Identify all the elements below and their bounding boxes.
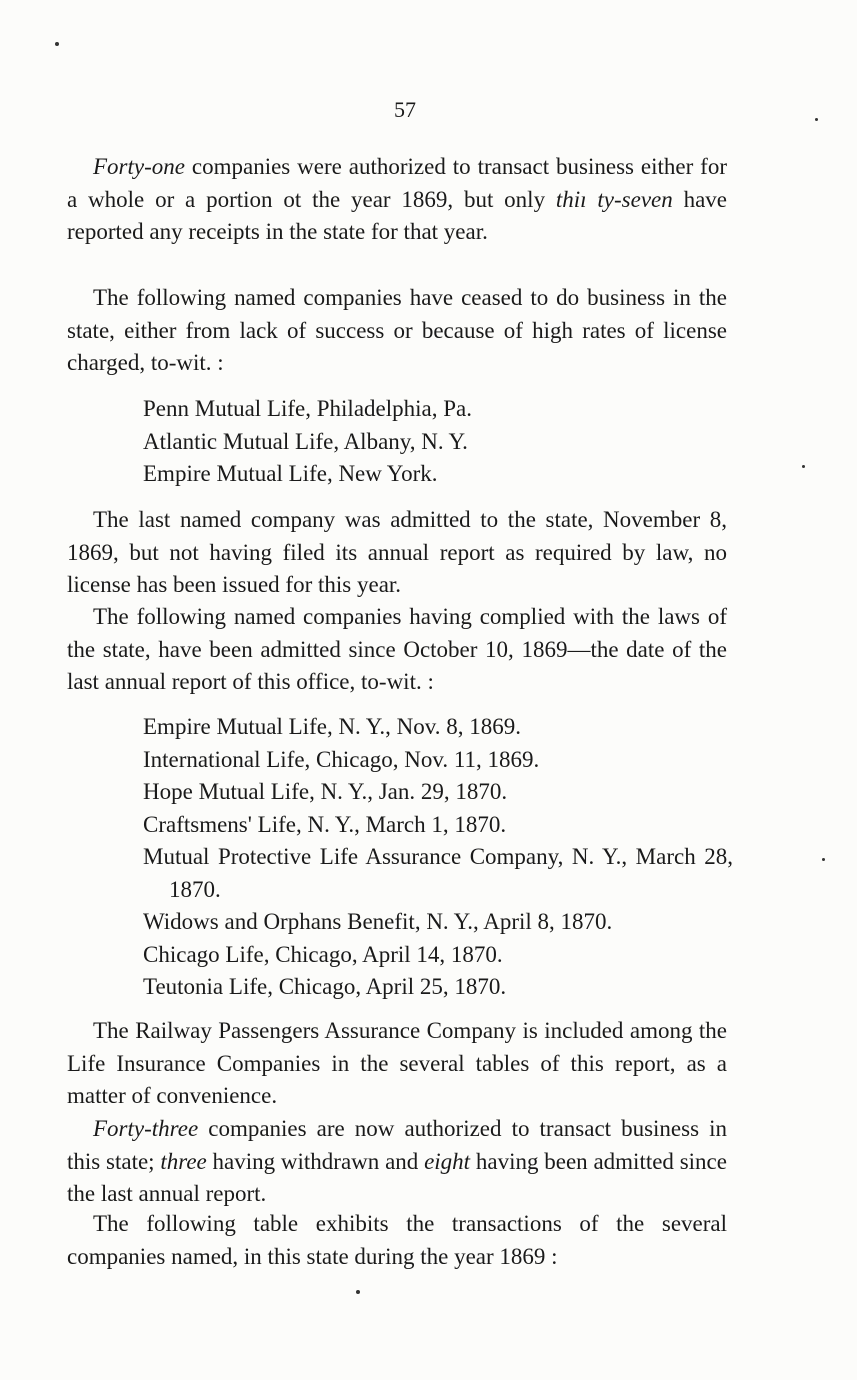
paragraph-last-named: The last named company was admitted to the state, November 8, 1869, but not having filed its annual report as required by law, no license has been issued for this year. <box>67 507 727 597</box>
paragraph-table-intro: The following table exhibits the transactions of the several companies named, in this state during the year 1869 : <box>67 1211 727 1269</box>
list-item: Teutonia Life, Chicago, April 25, 1870. <box>143 974 507 999</box>
list-item: Widows and Orphans Benefit, N. Y., April 8, 1870. <box>143 909 613 934</box>
paragraph-authorized: Forty-one companies were authorized to transact business either for a whole or a portion ot the year 1869, but only thiı ty-seven have reported any receipts in the state for that year. <box>67 154 727 244</box>
emphasis: Forty-three <box>93 1116 199 1141</box>
list-item: Empire Mutual Life, New York. <box>143 461 438 486</box>
speck <box>802 465 805 468</box>
paragraph-ceased: The following named companies have ceased to do business in the state, either from lack of success or because of high rates of license charged, to-wit. : <box>67 285 727 375</box>
paragraph-forty-three: Forty-three companies are now authorized to transact business in this state; three having withdrawn and eight having been admitted since the last annual report. <box>67 1116 727 1206</box>
list-item: Atlantic Mutual Life, Albany, N. Y. <box>143 428 468 454</box>
speck <box>822 858 825 861</box>
page-number: 57 <box>394 97 416 122</box>
emphasis: Forty-one <box>93 154 185 179</box>
speck <box>55 42 59 46</box>
paragraph-admitted: The following named companies having complied with the laws of the state, have been admitted since October 10, 1869—the date of the last annual report of this office, to-wit. : <box>67 604 727 694</box>
paragraph-railway: The Railway Passengers Assurance Company is included among the Life Insurance Companies in the several tables of this report, as a matter of convenience. <box>67 1018 727 1108</box>
emphasis: thiı ty-seven <box>555 186 673 212</box>
admitted-companies-list <box>143 711 733 1004</box>
speck <box>356 1290 360 1294</box>
emphasis: eight <box>424 1148 471 1174</box>
list-item: Craftsmens' Life, N. Y., March 1, 1870. <box>143 811 507 837</box>
list-item: Penn Mutual Life, Philadelphia, Pa. <box>143 396 472 421</box>
ceased-companies-list <box>143 393 733 491</box>
list-item: International Life, Chicago, Nov. 11, 1869. <box>143 746 540 772</box>
list-item: Chicago Life, Chicago, April 14, 1870. <box>143 941 503 967</box>
list-item: Mutual Protective Life Assurance Company, N. Y., March 28, 1870. <box>143 844 733 902</box>
list-item: Empire Mutual Life, N. Y., Nov. 8, 1869. <box>143 714 521 739</box>
list-item: Hope Mutual Life, N. Y., Jan. 29, 1870. <box>143 779 508 804</box>
emphasis: three <box>160 1148 207 1174</box>
speck <box>815 118 818 121</box>
